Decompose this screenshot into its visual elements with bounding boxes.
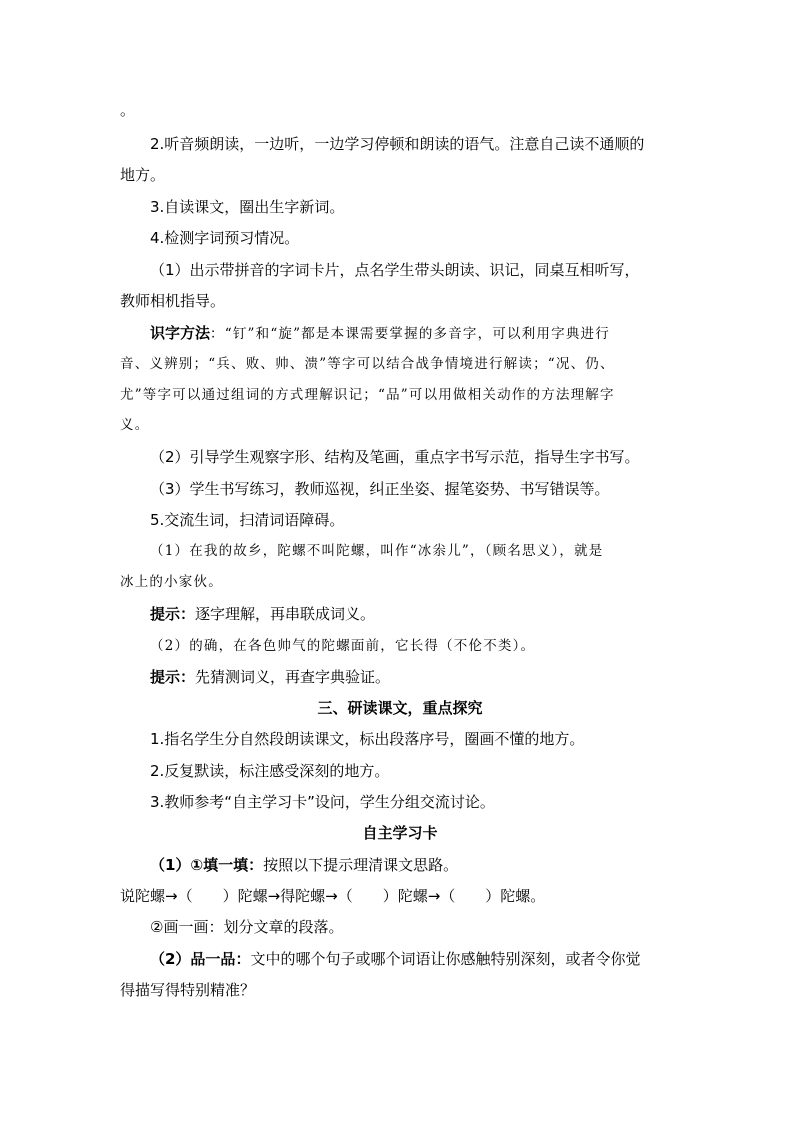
literacy-method-text: ：“钉”和“旋”都是本课需要掌握的多音字，可以利用字典进行 — [210, 326, 610, 342]
text-line: （1）出示带拼音的字词卡片，点名学生带头朗读、识记，同桌互相听写， — [150, 261, 640, 279]
task-line: ②画一画：划分文章的段落。 — [150, 918, 344, 936]
text-line: 得描写得特别精准？ — [120, 981, 256, 999]
hint-line — [150, 667, 680, 687]
hint-text: 逐字理解，再串联成词义。 — [195, 605, 376, 623]
fill-blank-line: 说陀螺→（ ）陀螺→得陀螺→（ ）陀螺→（ ）陀螺。 — [120, 887, 546, 905]
text-line: 。 — [120, 101, 136, 119]
text-line: 2.听音频朗读，一边听，一边学习停顿和朗读的语气。注意自己读不通顺的 — [150, 135, 645, 153]
task-line — [150, 949, 680, 969]
text-line: 3.教师参考“自主学习卡”设问，学生分组交流讨论。 — [150, 793, 495, 811]
text-line: 地方。 — [120, 166, 166, 184]
text-line: 2.反复默读，标注感受深刻的地方。 — [150, 762, 390, 780]
hint-line — [150, 604, 680, 624]
text-line: 教师相机指导。 — [120, 292, 226, 310]
text-line: 1.指名学生分自然段朗读课文，标出段落序号，圈画不懂的地方。 — [150, 730, 585, 748]
hint-text: 先猜测词义，再查字典验证。 — [195, 668, 391, 686]
task-text: 按照以下提示理清课文思路。 — [263, 856, 459, 874]
section-heading: 三、研读课文，重点探究 — [317, 699, 483, 717]
task-label: （2）品一品： — [150, 950, 251, 968]
text-line: （3）学生书写练习，教师巡视，纠正坐姿、握笔姿势、书写错误等。 — [150, 480, 610, 498]
hint-label: 提示： — [150, 668, 196, 686]
example-sentence: （2）的确，在各色帅气的陀螺面前，它长得（不伦不类）。 — [150, 638, 536, 654]
text-line: 义。 — [120, 417, 150, 433]
text-line: （2）引导学生观察字形、结构及笔画，重点字书写示范，指导生字书写。 — [150, 448, 640, 466]
card-title: 自主学习卡 — [362, 824, 438, 842]
text-line: 3.自读课文，圈出生字新词。 — [150, 198, 345, 216]
task-label: （1）①填一填： — [150, 856, 264, 874]
text-line: 4.检测字词预习情况。 — [150, 229, 300, 247]
text-line: 5.交流生词，扫清词语障碍。 — [150, 511, 345, 529]
literacy-method-line — [150, 323, 680, 344]
text-line: 尤”等字可以通过组词的方式理解识记；“品”可以用做相关动作的方法理解字 — [120, 387, 615, 403]
task-text: 文中的哪个句子或哪个词语让你感触特别深刻，或者令你觉 — [250, 950, 641, 968]
task-line — [150, 855, 680, 875]
literacy-method-label: 识字方法 — [150, 324, 211, 342]
text-line: 音、义辨别；“兵、败、帅、溃”等字可以结合战争情境进行解读；“况、仍、 — [120, 356, 615, 372]
hint-label: 提示： — [150, 605, 196, 623]
example-sentence: （1）在我的故乡，陀螺不叫陀螺，叫作“冰尜儿”，（顾名思义），就是 — [150, 543, 604, 559]
example-sentence: 冰上的小家伙。 — [120, 574, 223, 590]
